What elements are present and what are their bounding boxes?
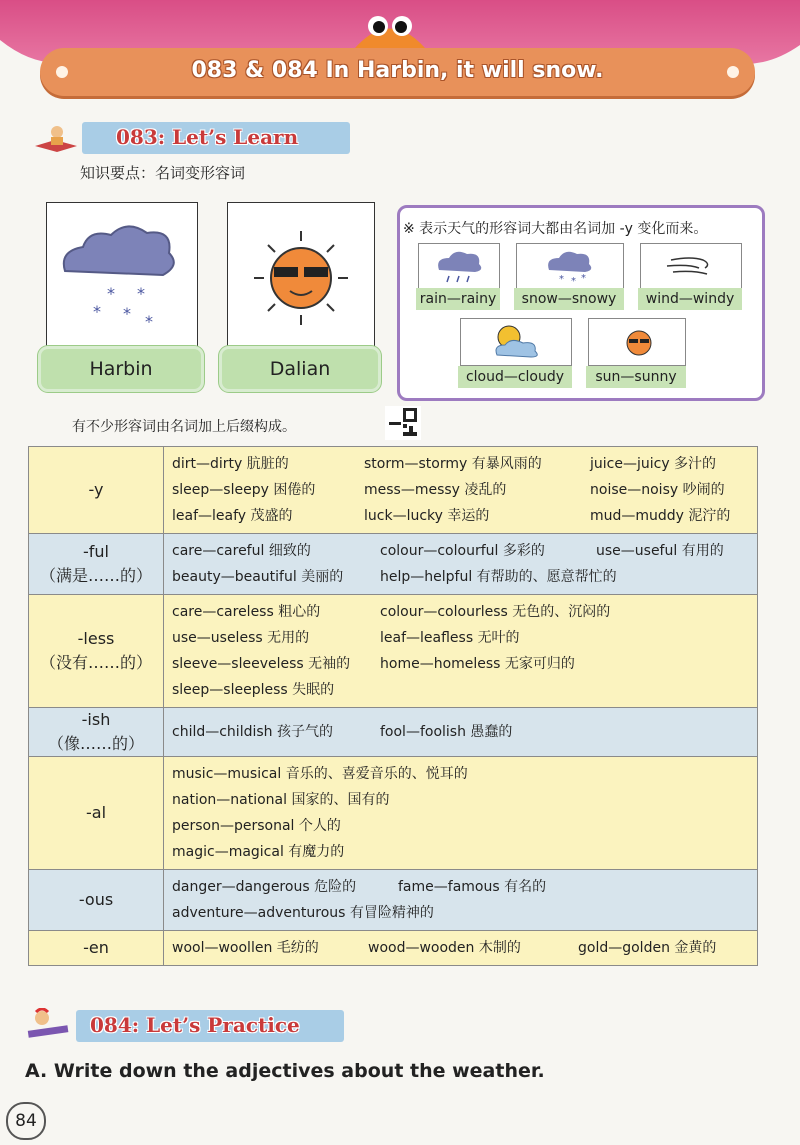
- example-line: [172, 503, 749, 529]
- svg-text:*: *: [107, 284, 115, 303]
- wind-picture: [640, 243, 742, 289]
- suffix-row: [29, 534, 758, 595]
- word-pair: care—careless 粗心的: [172, 604, 321, 620]
- weather-note: ※ 表示天气的形容词大都由名词加 -y 变化而来。: [403, 221, 708, 237]
- example-line: [172, 538, 749, 564]
- word-pair: wood—wooden 木制的: [368, 940, 521, 956]
- example-line: [172, 451, 749, 477]
- qr-code-icon: [385, 406, 421, 440]
- city-label-harbin: Harbin: [38, 346, 204, 392]
- word-pair: noise—noisy 吵闹的: [590, 482, 725, 498]
- example-line: [172, 761, 749, 787]
- word-pair: fame—famous 有名的: [398, 879, 547, 895]
- suffix-cell: [29, 931, 164, 966]
- example-line: [172, 677, 749, 703]
- knowledge-point: 知识要点：名词变形容词: [80, 164, 246, 182]
- weather-word-cloud: cloud—cloudy: [458, 366, 572, 388]
- suffix-name: -en: [83, 938, 109, 957]
- suffix-examples: [164, 931, 758, 966]
- suffix-row: [29, 708, 758, 757]
- suffix-cell: [29, 595, 164, 708]
- word-pair: child—childish 孩子气的: [172, 724, 333, 740]
- suffix-note: 有不少形容词由名词加上后缀构成。: [72, 419, 296, 435]
- word-pair: colour—colourless 无色的、沉闷的: [380, 604, 611, 620]
- suffix-name: -al: [85, 803, 107, 822]
- dalian-picture: [227, 202, 375, 348]
- sunny-sun-icon: [228, 203, 374, 347]
- word-pair: leaf—leafy 茂盛的: [172, 508, 293, 524]
- rain-picture: [418, 243, 500, 289]
- practice-banner-text: 084: Let’s Practice: [90, 1013, 300, 1037]
- suffix-examples: [164, 447, 758, 534]
- weather-word-wind: wind—windy: [638, 288, 742, 310]
- word-pair: leaf—leafless 无叶的: [380, 630, 520, 646]
- word-pair: mess—messy 凌乱的: [364, 482, 507, 498]
- suffix-meaning: （像……的）: [47, 734, 144, 753]
- child-pencil-icon: [24, 1008, 74, 1044]
- learn-banner: [82, 122, 350, 154]
- word-pair: juice—juicy 多汁的: [590, 456, 717, 472]
- word-pair: sleep—sleepless 失眠的: [172, 682, 335, 698]
- practice-banner: [76, 1010, 344, 1042]
- suffix-name: -ful: [83, 542, 109, 561]
- word-pair: beauty—beautiful 美丽的: [172, 569, 344, 585]
- suffix-row: [29, 870, 758, 931]
- example-line: [172, 900, 749, 926]
- svg-text:*: *: [559, 274, 564, 285]
- suffix-examples: [164, 595, 758, 708]
- word-pair: luck—lucky 幸运的: [364, 508, 490, 524]
- practice-question: A. Write down the adjectives about the weather.: [25, 1060, 545, 1082]
- weather-word-rain: rain—rainy: [416, 288, 500, 310]
- example-line: [172, 935, 749, 961]
- example-line: [172, 813, 749, 839]
- suffix-row: [29, 447, 758, 534]
- suffix-examples: [164, 757, 758, 870]
- example-line: [172, 599, 749, 625]
- word-pair: person—personal 个人的: [172, 818, 341, 834]
- example-line: [172, 874, 749, 900]
- cloud-picture: [460, 318, 572, 366]
- word-pair: dirt—dirty 肮脏的: [172, 456, 289, 472]
- suffix-cell: [29, 757, 164, 870]
- suffix-name: -ous: [78, 890, 114, 909]
- suffix-meaning: （没有……的）: [39, 653, 152, 672]
- suffix-cell: [29, 534, 164, 595]
- example-line: [172, 477, 749, 503]
- word-pair: use—useless 无用的: [172, 630, 310, 646]
- sun-small-icon: [589, 319, 685, 365]
- word-pair: colour—colourful 多彩的: [380, 543, 545, 559]
- example-line: [172, 787, 749, 813]
- rain-cloud-icon: [419, 244, 499, 288]
- example-line: [172, 839, 749, 865]
- suffix-meaning: （满是……的）: [39, 566, 152, 585]
- word-pair: music—musical 音乐的、喜爱音乐的、悦耳的: [172, 766, 468, 782]
- word-pair: sleep—sleepy 困倦的: [172, 482, 316, 498]
- word-pair: adventure—adventurous 有冒险精神的: [172, 905, 434, 921]
- suffix-cell: [29, 708, 164, 757]
- word-pair: storm—stormy 有暴风雨的: [364, 456, 542, 472]
- word-pair: nation—national 国家的、国有的: [172, 792, 390, 808]
- svg-text:*: *: [93, 302, 101, 321]
- word-pair: home—homeless 无家可归的: [380, 656, 575, 672]
- suffix-cell: [29, 870, 164, 931]
- word-pair: wool—woollen 毛纺的: [172, 940, 319, 956]
- title-bar: [40, 48, 755, 96]
- page-number: 84: [6, 1102, 46, 1140]
- suffix-row: [29, 757, 758, 870]
- word-pair: gold—golden 金黄的: [578, 940, 717, 956]
- wind-icon: [641, 244, 741, 288]
- book-reader-icon: [33, 124, 79, 154]
- suffix-name: -ish: [81, 710, 111, 729]
- suffix-row: [29, 931, 758, 966]
- svg-text:*: *: [581, 273, 586, 284]
- word-pair: use—useful 有用的: [596, 543, 724, 559]
- svg-text:*: *: [137, 284, 145, 303]
- word-pair: magic—magical 有魔力的: [172, 844, 345, 860]
- harbin-picture: [46, 202, 198, 348]
- word-pair: fool—foolish 愚蠢的: [380, 724, 513, 740]
- suffix-examples: [164, 534, 758, 595]
- sun-picture: [588, 318, 686, 366]
- cloudy-icon: [461, 319, 571, 365]
- suffix-name: -y: [88, 480, 104, 499]
- snow-cloud-small-icon: [517, 244, 623, 288]
- suffix-examples: [164, 708, 758, 757]
- svg-text:*: *: [123, 304, 131, 323]
- snow-cloud-icon: [47, 203, 197, 347]
- example-line: [172, 625, 749, 651]
- suffix-name: -less: [77, 629, 115, 648]
- weather-word-sun: sun—sunny: [586, 366, 686, 388]
- learn-banner-text: 083: Let’s Learn: [116, 125, 299, 149]
- example-line: [172, 564, 749, 590]
- example-line: [172, 651, 749, 677]
- word-pair: mud—muddy 泥泞的: [590, 508, 731, 524]
- page-title: 083 & 084 In Harbin, it will snow.: [191, 58, 604, 83]
- example-line: [172, 719, 749, 745]
- weather-word-snow: snow—snowy: [514, 288, 624, 310]
- suffix-cell: [29, 447, 164, 534]
- city-label-dalian: Dalian: [219, 346, 381, 392]
- suffix-table: [28, 446, 758, 966]
- svg-text:*: *: [145, 312, 153, 331]
- word-pair: sleeve—sleeveless 无袖的: [172, 656, 351, 672]
- suffix-row: [29, 595, 758, 708]
- word-pair: care—careful 细致的: [172, 543, 311, 559]
- suffix-examples: [164, 870, 758, 931]
- svg-text:*: *: [571, 276, 576, 287]
- word-pair: help—helpful 有帮助的、愿意帮忙的: [380, 569, 617, 585]
- snow-picture: [516, 243, 624, 289]
- word-pair: danger—dangerous 危险的: [172, 879, 357, 895]
